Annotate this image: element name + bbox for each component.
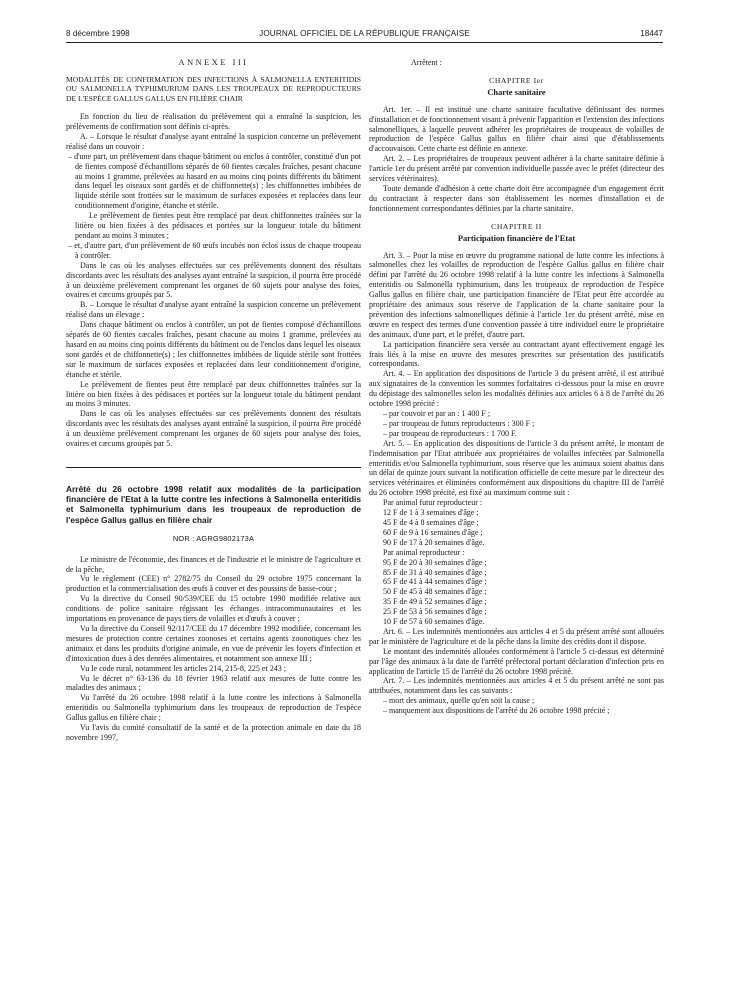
list-item: 35 F de 49 à 52 semaines d'âge ; <box>383 597 487 607</box>
list-item: – par couvoir et par an : 1 400 F ; <box>383 409 491 418</box>
annex-intro: En fonction du lieu de réalisation du prélèvement qui a entraîné la suspicion, les prélèvements de confirmation sont définis ci-après. <box>66 112 361 132</box>
visa-7: Vu l'avis du comité consultatif de la santé et de la protection animale en date du 18 novembre 1997, <box>66 723 361 742</box>
left-column <box>66 58 361 743</box>
section-b-para-2: Le prélèvement de fientes peut être remplacé par deux chiffonnettes traînées sur la litière ou bien fixées à des pédisaces et portées sur la longueur totale du bâtiment pendant au moins 3 minutes. <box>66 379 361 409</box>
list-item: 95 F de 20 à 30 semaines d'âge ; <box>383 557 487 567</box>
page-header <box>66 29 663 41</box>
section-b: B. – Lorsque le résultat d'analyse ayant entraîné la suspicion concerne un prélèvement réalisé dans un élevage : <box>66 300 361 320</box>
article-4-list <box>369 409 664 439</box>
article-4: Art. 4. – En application des dispositions de l'article 3 du présent arrêté, il est attribué aux signataires de la convention les sommes forfaitaires ci-dessous pour la mise en œuvre du dépistage des salmonelles selon les modalités définies aux articles 6 à 8 de l'arrêté du 26 octobre 1998 précité : <box>369 369 664 409</box>
article-7: Art. 7. – Les indemnités mentionnées aux articles 4 et 5 du présent arrêté ne sont pas attribuées, notamment dans les cas suivants : <box>369 676 664 696</box>
right-column <box>369 58 664 716</box>
article-7-list <box>369 696 664 716</box>
visa-4: Vu le code rural, notamment les articles 214, 215-8, 225 et 243 ; <box>80 663 286 673</box>
visa-6: Vu l'arrêté du 26 octobre 1998 relatif à la lutte contre les infections à Salmonella enteritidis ou Salmonella typhimurium dans les troupeaux de reproduction de l'espèce Gallus gallus en filière chair ; <box>66 693 361 723</box>
section-b-para-3: Dans le cas où les analyses effectuées sur ces prélèvements donnent des résultats discordants avec les résultats des analyses ayant entraîné la suspicion, il pourra être procédé à un deuxième prélèvement comprenant les organes de 60 sujets pour analyse des foies, ovaires et cæcums groupés par 5. <box>66 409 361 449</box>
repro-list <box>369 558 664 627</box>
annex-label: ANNEXE III <box>178 58 249 67</box>
futur-label: Par animal futur reproducteur : <box>383 498 483 508</box>
article-2-para-2: Toute demande d'adhésion à cette charte doit être accompagnée d'un engagement écrit du contractant à respecter dans son établissement les normes d'installation et de fonctionnement correspondantes définies par la charte sanitaire. <box>369 183 664 213</box>
list-item: – manquement aux dispositions de l'arrêté du 26 octobre 1998 précité ; <box>383 706 610 716</box>
chapter-2-label: CHAPITRE II <box>491 221 542 231</box>
article-6-para-2: Le montant des indemnités allouées conformément à l'article 5 ci-dessus est déterminé par l'âge des animaux à la date de l'arrêté préfectoral portant déclaration d'infection pris en application de l'article 15 de l'arrêté du 26 octobre 1998 précité. <box>369 646 664 676</box>
section-b-para-1: Dans chaque bâtiment ou enclos à contrôler, un pot de fientes composé d'échantillons séparés de 60 fientes cæcales fraîches, pesant chacune au moins 1 gramme, prélevées au hasard en au moins cinq points différents du bâtiment ou de l'enclos dans lequel les oiseaux sont gardés et de chiffonnette(s) ; les chiffonnettes imbibées de liquide stérile sont frottées sur le maximum de surfaces exposées et replacées dans leur conditionnement d'origine, étanche et stérile. <box>66 320 361 379</box>
section-separator <box>66 467 361 468</box>
section-a: A. – Lorsque le résultat d'analyse ayant entraîné la suspicion concerne un prélèvement réalisé dans un couvoir : <box>66 131 361 151</box>
list-item: 60 F de 9 à 16 semaines d'âge ; <box>383 527 483 537</box>
chapter-2-title: Participation financière de l'Etat <box>457 233 576 243</box>
header-date: 8 décembre 1998 <box>66 29 130 38</box>
article-1: Art. 1er. – Il est institué une charte sanitaire facultative définissant des normes d'installation et de fonctionnement visant à prévenir l'apparition et l'extension des infections salmonelliques, à laquelle peuvent adhérer les propriétaires de troupeaux de volailles de reproduction de l'espèce Gallus gallus en filière chair ainsi que d'établissements d'accouvaison. Cette charte est définie en annexe. <box>369 104 664 154</box>
chapter-1-title: Charte sanitaire <box>487 87 546 97</box>
visa-3: Vu la directive du Conseil 92/117/CEE du 17 décembre 1992 modifiée, concernant les mesures de protection contre certaines zoonoses et certains agents zoonotiques chez les animaux et dans les produits d'origine animale, en vue de prévenir les foyers d'infection et d'intoxication dues à des denrées alimentaires, et notamment son annexe III ; <box>66 624 361 663</box>
list-item: 85 F de 31 à 40 semaines d'âge ; <box>383 567 487 577</box>
annex-title: MODALITÉS DE CONFIRMATION DES INFECTIONS À SALMONELLA ENTERITIDIS OU SALMONELLA TYPHIMURIUM DANS LES TROUPEAUX DE REPRODUCTEURS DE L'ESPÈCE GALLUS GALLUS EN FILIÈRE CHAIR <box>66 74 361 103</box>
futur-list <box>369 508 664 548</box>
list-item: – par troupeau de futurs reproducteurs : 300 F ; <box>383 418 535 428</box>
article-3-para-2: La participation financière sera versée au contractant ayant effectivement engagé les frais liés à la mise en œuvre des mesures prescrites sur présentation des justificatifs correspondants. <box>369 339 664 369</box>
arrete-title: Arrêté du 26 octobre 1998 relatif aux modalités de la participation financière de l'Etat à la lutte contre les infections à Salmonella enteritidis et Salmonella typhimurium dans les troupeaux de reproduction de l'espèce Gallus gallus en filière chair <box>66 483 361 525</box>
header-title: JOURNAL OFFICIEL DE LA RÉPUBLIQUE FRANÇAISE <box>259 29 470 38</box>
repro-label: Par animal reproducteur : <box>383 547 465 557</box>
section-a-item-1: – d'une part, un prélèvement dans chaque bâtiment ou enclos à contrôler, constitué d'un pot de fientes composé d'échantillons séparés de 60 fientes cæcales fraîches, pesant chacune au moins 1 gramme, prélevées au hasard en au moins cinq points différents du bâtiment dans lequel les oiseaux sont gardés et de chiffonnette(s) ; les chiffonnettes imbibées de liquide stérile sont frottées sur le maximum de surfaces exposées et replacées dans leur conditionnement d'origine, étanche et stérile. <box>68 151 361 211</box>
header-rule <box>66 42 663 43</box>
section-a-discordant: Dans le cas où les analyses effectuées sur ces prélèvements donnent des résultats discordants avec les résultats des analyses ayant entraîné la suspicion, il pourra être procédé à un deuxième prélèvement comprenant les organes de 60 sujets pour analyse des foies, ovaires et cæcums groupés par 5. <box>66 260 361 300</box>
visa-ministers: Le ministre de l'économie, des finances et de l'industrie et le ministre de l'agriculture et de la pêche, <box>66 554 361 574</box>
visa-1: Vu le règlement (CEE) n° 2782/75 du Conseil du 29 octobre 1975 concernant la production et la commercialisation des œufs à couver et des poussins de basse-cour ; <box>66 574 361 594</box>
article-5: Art. 5. – En application des dispositions de l'article 3 du présent arrêté, le montant de l'indemnisation par l'Etat attribuée aux propriétaires de volailles infectées par Salmonella enteritidis et/ou Salmonella typhimurium, sous réserve que les animaux soient abattus dans un délai de quinze jours suivant la notification officielle de cette mesure par le directeur des services vétérinaires et éliminées conformément aux dispositions du chapitre III de l'arrêté du 26 octobre 1998 précité, est fixé au maximum comme suit : <box>369 438 664 498</box>
list-item: 25 F de 53 à 56 semaines d'âge ; <box>383 607 487 617</box>
list-item: 65 F de 41 à 44 semaines d'âge ; <box>383 577 487 587</box>
article-2: Art. 2. – Les propriétaires de troupeaux peuvent adhérer à la charte sanitaire définie à l'article 1er du présent arrêté par convention individuelle passée avec le préfet (directeur des services vétérinaires). <box>369 154 664 184</box>
list-item: 45 F de 4 à 8 semaines d'âge ; <box>383 517 479 527</box>
list-item: 50 F de 45 à 48 semaines d'âge ; <box>383 587 487 597</box>
list-item: – par troupeau de reproducteurs : 1 700 F. <box>383 428 517 438</box>
chapter-1-label: CHAPITRE Ier <box>489 75 544 85</box>
visa-5: Vu le décret n° 63-136 du 18 février 1963 relatif aux mesures de lutte contre les maladies des animaux ; <box>66 673 361 693</box>
article-3: Art. 3. – Pour la mise en œuvre du programme national de lutte contre les infections à salmonelles chez les volailles de reproduction de l'espèce Gallus gallus en filière chair défini par l'arrêté du 26 octobre 1998 relatif à la lutte contre les infections à Salmonella enteritidis ou Salmonella typhimurium, dans les troupeaux de reproduction de l'espèce Gallus gallus en filière chair, une participation financière de l'Etat peut être accordée au propriétaire des animaux sous réserve de l'application de la charte sanitaire pour la prévention des infections salmonelliques définie à l'article 1er du présent arrêté, mise en œuvre en respect des termes d'une convention passée à titre individuel entre le propriétaire des animaux, d'une part, et le préfet, d'autre part. <box>369 250 664 339</box>
section-a-item-2: – et, d'autre part, d'un prélèvement de 60 œufs incubés non éclos issus de chaque troupeau à contrôler. <box>68 240 361 260</box>
list-item: 90 F de 17 à 20 semaines d'âge. <box>383 537 485 547</box>
arretent: Arrêtent : <box>411 58 442 67</box>
visa-2: Vu la directive du Conseil 90/539/CEE du 15 octobre 1990 modifiée relative aux conditions de police sanitaire régissant les échanges intracommunautaires et les importations en provenance de pays tiers de volailles et d'œufs à couver ; <box>66 594 361 624</box>
list-item: – mort des animaux, quelle qu'en soit la cause ; <box>383 696 535 706</box>
header-page-number: 18447 <box>640 29 663 38</box>
list-item: 10 F de 57 à 60 semaines d'âge. <box>383 617 485 627</box>
nor-reference: NOR : AGRG9802173A <box>172 533 255 543</box>
section-a-item-1b: Le prélèvement de fientes peut être remplacé par deux chiffonnettes traînées sur la litière ou bien fixées à des pédisaces et portées sur la longueur totale du bâtiment pendant au moins 3 minutes ; <box>75 211 361 240</box>
list-item: 12 F de 1 à 3 semaines d'âge ; <box>383 508 479 518</box>
article-6: Art. 6. – Les indemnités mentionnées aux articles 4 et 5 du présent arrêté sont allouées par le ministère de l'agriculture et de la pêche dans la limite des crédits dont il dispose. <box>369 626 664 646</box>
